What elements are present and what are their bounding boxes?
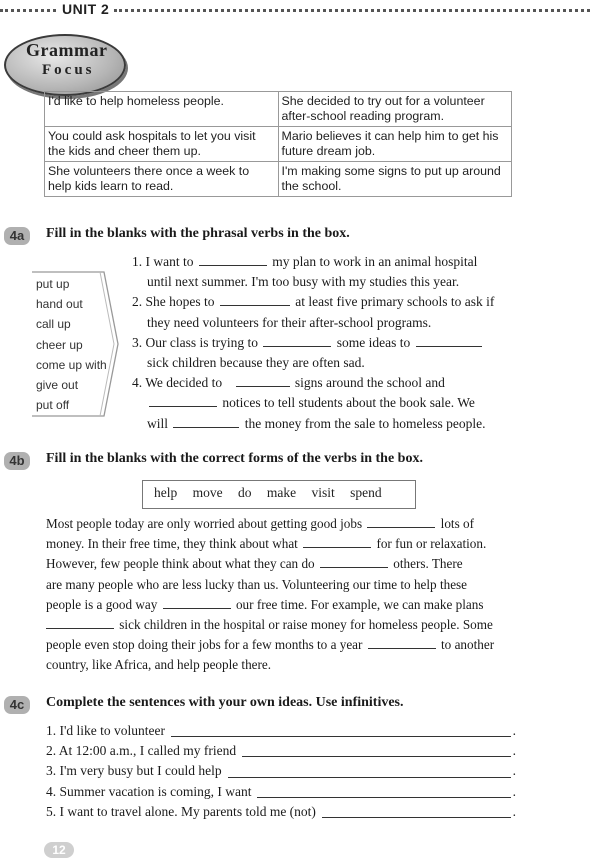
verb-list <box>154 485 394 501</box>
table-row <box>45 162 512 197</box>
header-dots-right <box>114 9 590 15</box>
blank-line[interactable] <box>163 607 231 609</box>
section-4c-badge: 4c <box>4 696 30 714</box>
header-dots-left <box>0 9 56 15</box>
blank-line[interactable] <box>199 264 267 266</box>
section-4a-badge: 4a <box>4 227 30 245</box>
badge-title: Grammar <box>26 40 108 60</box>
blank-line[interactable] <box>149 405 217 407</box>
list-item: hand out <box>36 297 83 312</box>
table-cell: I'd like to help homeless people. <box>45 92 279 127</box>
table-cell: You could ask hospitals to let you visit the kids and cheer them up. <box>45 127 279 162</box>
table-cell: I'm making some signs to put up around the school. <box>278 162 512 197</box>
exercise-4a-items <box>132 252 517 434</box>
list-item: 5. I want to travel alone. My parents told me (not) . <box>46 803 516 819</box>
section-4b-title: Fill in the blanks with the correct forms of the verbs in the box. <box>46 451 423 466</box>
section-4a-title: Fill in the blanks with the phrasal verbs in the box. <box>46 226 350 241</box>
unit-label: UNIT 2 <box>62 1 110 17</box>
list-item: 4. We decided to signs around the school and <box>132 375 445 391</box>
blank-line[interactable] <box>416 345 482 347</box>
list-item: come up with <box>36 357 107 372</box>
list-item: sick children because they are often sad. <box>147 355 365 371</box>
blank-line[interactable] <box>367 526 435 528</box>
blank-line[interactable] <box>173 426 239 428</box>
blank-line[interactable] <box>171 735 511 737</box>
list-item: 4. Summer vacation is coming, I want . <box>46 783 516 799</box>
list-item: 2. At 12:00 a.m., I called my friend . <box>46 743 516 759</box>
exercise-4c-items <box>46 721 516 822</box>
text-line: people even stop doing their jobs for a few months to a year to another <box>46 637 495 653</box>
grammar-focus-table <box>44 91 512 197</box>
blank-line[interactable] <box>242 755 511 757</box>
list-item: they need volunteers for their after-school programs. <box>147 314 432 330</box>
text-line: sick children in the hospital or raise money for homeless people. Some <box>46 615 526 635</box>
verb-item: spend <box>350 485 382 500</box>
text-line: However, few people think about what they can do others. There <box>46 556 463 572</box>
list-item: give out <box>36 378 79 393</box>
section-4b-badge: 4b <box>4 452 30 470</box>
page-number: 12 <box>44 842 74 858</box>
blank-line[interactable] <box>220 304 290 306</box>
text-line: Most people today are only worried about getting good jobs lots of <box>46 516 475 531</box>
verb-item: visit <box>311 485 335 500</box>
text-line: people is a good way our free time. For example, we can make plans <box>46 596 484 612</box>
table-cell: Mario believes it can help him to get his future dream job. <box>278 127 512 162</box>
blank-line[interactable] <box>320 566 388 568</box>
verb-item: make <box>266 485 297 500</box>
verb-item: do <box>238 485 252 500</box>
phrasal-verb-list <box>36 274 107 415</box>
list-item: 3. Our class is trying to some ideas to <box>132 333 517 353</box>
table-cell: She decided to try out for a volunteer after-school reading program. <box>278 92 512 127</box>
list-item: will the money from the sale to homeless people. <box>147 415 486 431</box>
list-item: call up <box>36 317 71 332</box>
list-item: 3. I'm very busy but I could help . <box>46 763 516 779</box>
verb-item: move <box>192 485 223 500</box>
list-item: cheer up <box>36 337 83 352</box>
list-item: until next summer. I'm too busy with my studies this year. <box>147 274 460 290</box>
blank-line[interactable] <box>236 385 290 387</box>
list-item: 1. I'd like to volunteer . <box>46 723 516 738</box>
list-item: 2. She hopes to at least five primary schools to ask if <box>132 294 495 310</box>
blank-line[interactable] <box>46 627 114 629</box>
exercise-4b-paragraph <box>46 514 526 676</box>
list-item: notices to tell students about the book sale. We <box>132 393 517 413</box>
blank-line[interactable] <box>303 546 371 548</box>
blank-line[interactable] <box>322 816 511 818</box>
blank-line[interactable] <box>263 345 331 347</box>
section-4c-title: Complete the sentences with your own ideas. Use infinitives. <box>46 695 404 710</box>
table-row <box>45 92 512 127</box>
badge-subtitle: Focus <box>42 62 95 78</box>
list-item: 1. I want to my plan to work in an animal hospital <box>132 254 478 269</box>
table-cell: She volunteers there once a week to help kids learn to read. <box>45 162 279 197</box>
list-item: put off <box>36 398 70 413</box>
blank-line[interactable] <box>228 776 511 778</box>
text-line: money. In their free time, they think about what for fun or relaxation. <box>46 536 487 552</box>
text-line: are many people who are less lucky than us. Volunteering our time to help these <box>46 576 468 592</box>
blank-line[interactable] <box>368 647 436 649</box>
text-line: country, like Africa, and help people there. <box>46 657 272 673</box>
verb-item: help <box>154 485 178 500</box>
list-item: put up <box>36 277 70 291</box>
table-row <box>45 127 512 162</box>
blank-line[interactable] <box>257 796 510 798</box>
